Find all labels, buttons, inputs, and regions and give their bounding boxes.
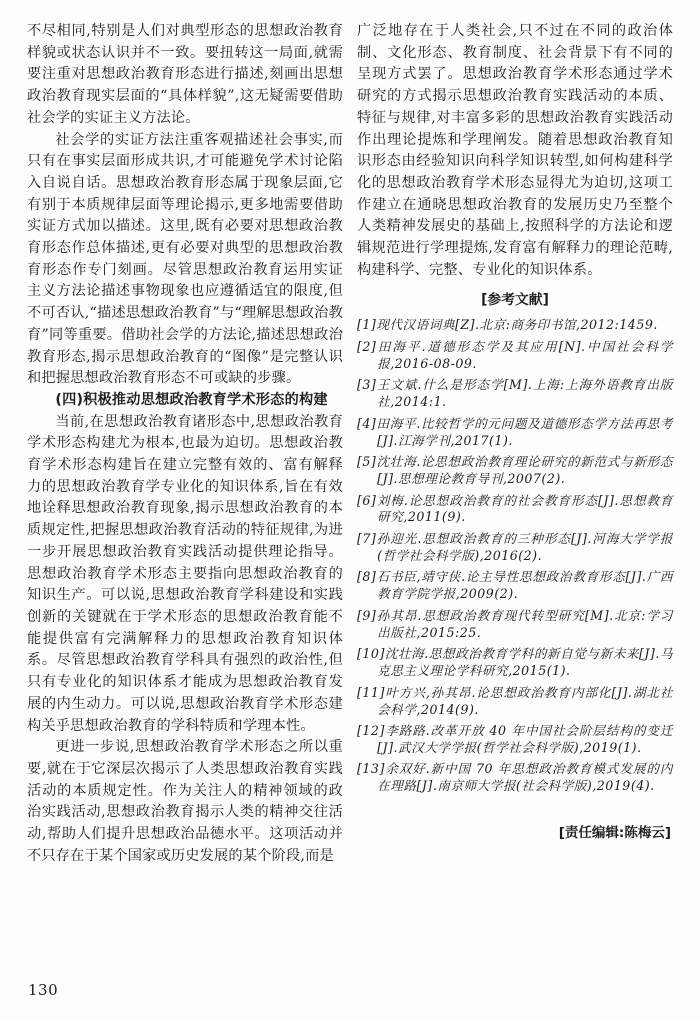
page-number: 130 xyxy=(28,981,59,999)
reference-item: [3]王文斌.什么是形态学[M].上海:上海外语教育出版社,2014:1. xyxy=(357,377,673,410)
paragraph-academic-form-construction: 当前,在思想政治教育诸形态中,思想政治教育学术形态构建尤为根本,也最为迫切。思想政治教育学术形态构建旨在建立完整有效的、富有解释力的思想政治教育学专业化的知识体系,旨在有效地诠释思想政治教育现象,揭示思想政治教育的本质规定性,把握思想政治教育活动的特征规律,为进一步开展思想政治教育实践活动提供理论指导。思想政治教育学术形态主要指向思想政治教育的知识生产。可以说,思想政治教育学科建设和实践创新的关键就在于学术形态的思想政治教育能不能提供富有完满解释力的思想政治教育知识体系。尽管思想政治教育学科具有强烈的政治性,但只有专业化的知识体系才能成为思想政治教育发展的内生动力。可以说,思想政治教育学术形态建构关乎思想政治教育的学科特质和学理本性。 xyxy=(27,413,343,734)
reference-item: [2]田海平.道德形态学及其应用[N].中国社会科学报,2016-08-09. xyxy=(357,338,673,371)
reference-item: [10]沈壮海.思想政治教育学科的新自觉与新未来[J].马克思主义理论学科研究,2015(1). xyxy=(357,646,673,679)
paragraph-continuation-from-previous-page: 不尽相同,特别是人们对典型形态的思想政治教育样貌或状态认识并不一致。要扭转这一局面,就需要注重对思想政治教育形态进行描述,刻画出思想政治教育现实层面的“具体样貌”,这无疑需要借助社会学的实证主义方法论。 xyxy=(27,23,343,126)
reference-item: [9]孙其昂.思想政治教育现代转型研究[M].北京:学习出版社,2015:25. xyxy=(357,607,673,640)
reference-item: [1]现代汉语词典[Z].北京:商务印书馆,2012:1459. xyxy=(357,317,658,333)
editor-note: [责任编辑:陈梅云] xyxy=(558,825,671,842)
references-heading: [参考文献] xyxy=(481,292,549,309)
paragraph-continuation-right: 广泛地存在于人类社会,只不过在不同的政治体制、文化形态、教育制度、社会背景下有不同的呈现方式罢了。思想政治教育学术形态通过学术研究的方式揭示思想政治教育实践活动的本质、特征与规律,对丰富多彩的思想政治教育实践活动作出理论提炼和学理阐发。随着思想政治教育知识形态由经验知识向科学知识转型,如何构建科学化的思想政治教育学术形态显得尤为迫切,这项工作建立在通晓思想政治教育的发展历史乃至整个人类精神发展史的基础上,按照科学的方法论和逻辑规范进行学理提炼,发育富有解释力的理论范畴,构建科学、完整、专业化的知识体系。 xyxy=(357,23,673,278)
references-list xyxy=(357,317,673,795)
left-column xyxy=(27,21,343,867)
reference-item: [6]刘梅.论思想政治教育的社会教育形态[J].思想教育研究,2011(9). xyxy=(357,492,673,525)
right-column xyxy=(357,21,673,867)
reference-item: [11]叶方兴,孙其昂.论思想政治教育内部化[J].湖北社会科学,2014(9). xyxy=(357,684,673,717)
reference-item: [13]余双好.新中国 70 年思想政治教育模式发展的内在理路[J].南京师大学报(社会科学版),2019(4). xyxy=(357,761,673,794)
reference-item: [8]石书臣,靖守侠.论主导性思想政治教育形态[J].广西教育学院学报,2009(2). xyxy=(357,569,673,602)
paragraph-sociology-method: 社会学的实证方法注重客观描述社会事实,而只有在事实层面形成共识,才可能避免学术讨论陷入自说自话。思想政治教育形态属于现象层面,它有别于本质规律层面等理论揭示,更多地需要借助实证方式加以描述。这里,既有必要对思想政治教育形态作总体描述,更有必要对典型的思想政治教育形态作专门刻画。尽管思想政治教育运用实证主义方法论描述事物现象也应遵循适宜的限度,但不可否认,“描述思想政治教育”与“理解思想政治教育”同等重要。借助社会学的方法论,描述思想政治教育形态,揭示思想政治教育的“图像”是完整认识和把握思想政治教育形态不可或缺的步骤。 xyxy=(27,131,343,387)
paragraph-further-discussion: 更进一步说,思想政治教育学术形态之所以重要,就在于它深层次揭示了人类思想政治教育实践活动的本质规定性。作为关注人的精神领域的政治实践活动,思想政治教育揭示人类的精神交往活动,帮助人们提升思想政治品德水平。这项活动并不只存在于某个国家或历史发展的某个阶段,而是 xyxy=(27,739,343,864)
reference-item: [12]李路路.改革开放 40 年中国社会阶层结构的变迁[J].武汉大学学报(哲学社会科学版),2019(1). xyxy=(357,723,673,755)
reference-item: [7]孙迎光.思想政治教育的三种形态[J].河海大学学报(哲学社会科学版),2016(2). xyxy=(357,530,673,563)
section-heading-four: (四)积极推动思想政治教育学术形态的构建 xyxy=(55,391,328,408)
reference-item: [4]田海平.比较哲学的元问题及道德形态学方法再思考[J].江海学刊,2017(1). xyxy=(357,415,673,448)
reference-item: [5]沈壮海.论思想政治教育理论研究的新范式与新形态[J].思想理论教育导刊,2007(2). xyxy=(357,454,673,487)
